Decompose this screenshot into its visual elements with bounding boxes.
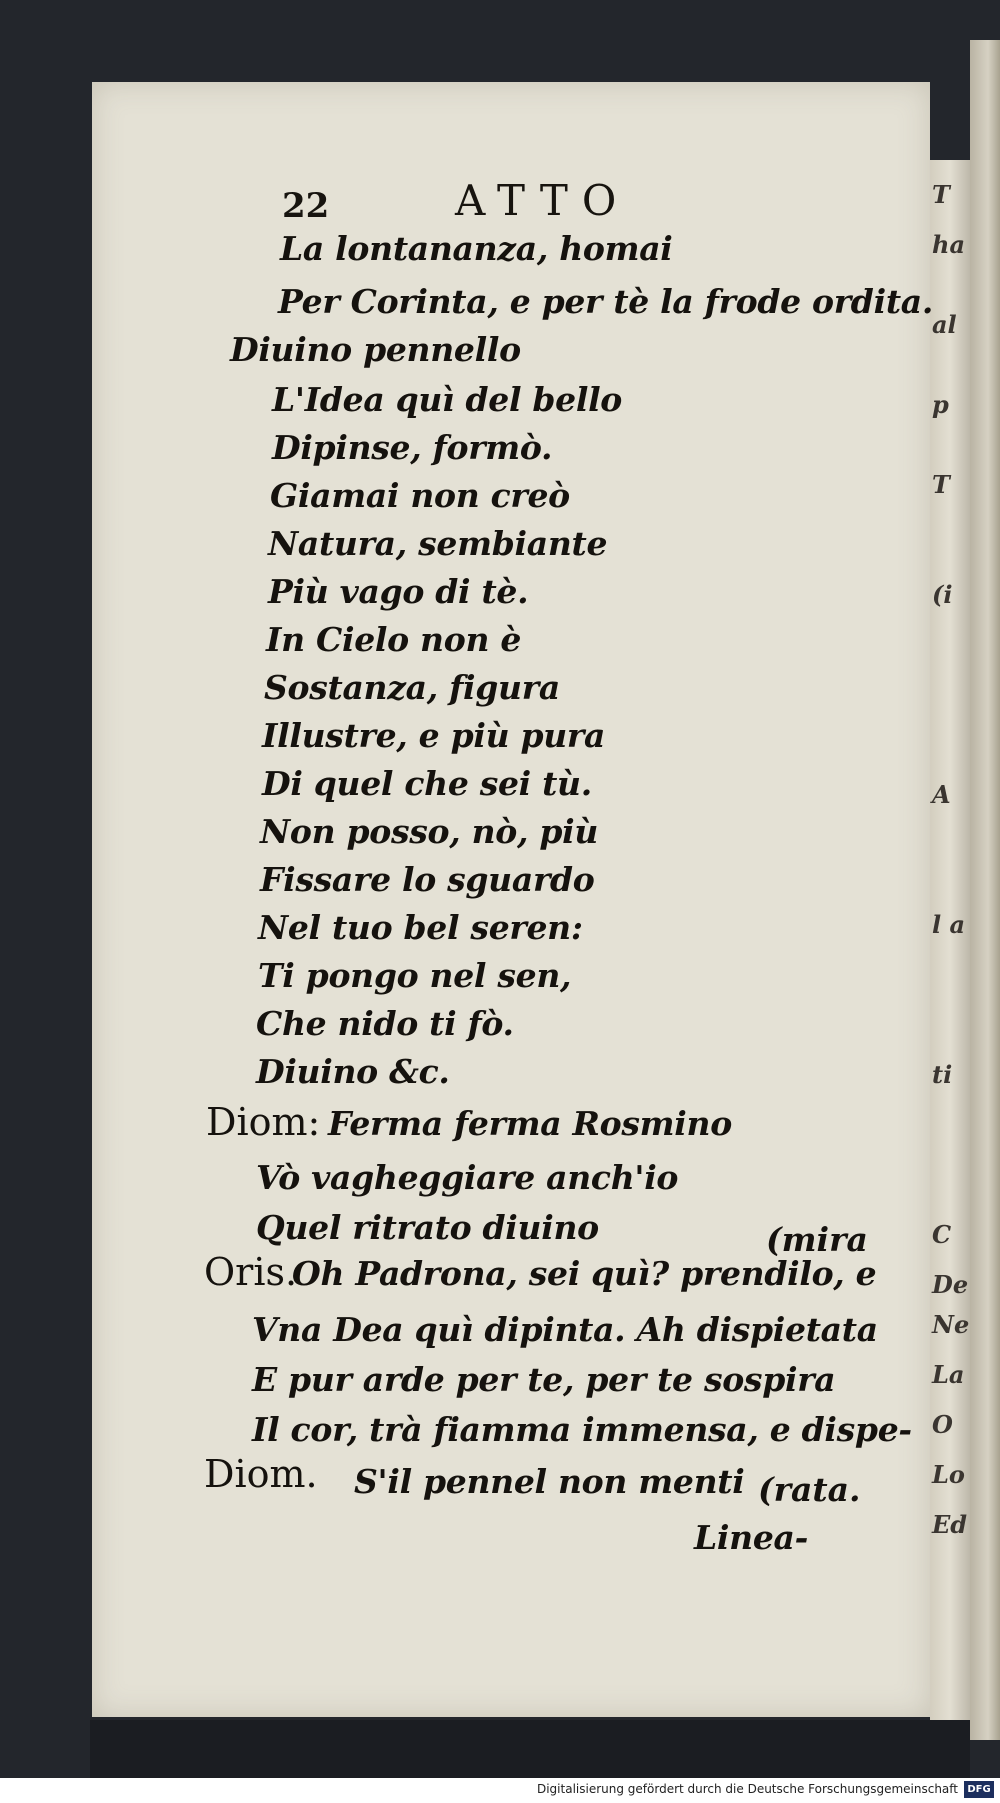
speaker-label: Oris. xyxy=(204,1250,298,1294)
verse-line: L'Idea quì del bello xyxy=(272,380,623,419)
speech-line: S'il pennel non menti xyxy=(354,1462,745,1501)
verse-line: Che nido ti fò. xyxy=(256,1004,514,1043)
running-head: ATTO xyxy=(455,176,631,225)
adjacent-page-edge xyxy=(970,40,1000,1740)
speech-line: Ferma ferma Rosmino xyxy=(328,1104,732,1143)
turnover-text: (rata. xyxy=(758,1470,861,1509)
verse-line: Di quel che sei tù. xyxy=(262,764,592,803)
verse-line: Sostanza, figura xyxy=(264,668,560,707)
speech-line: Vò vagheggiare anch'io xyxy=(256,1158,679,1197)
digitization-footer xyxy=(0,1778,1000,1803)
verse-line: La lontananza, homai xyxy=(280,229,673,268)
verse-line: Illustre, e più pura xyxy=(262,716,606,755)
speaker-label: Diom. xyxy=(204,1452,318,1496)
dfg-logo: DFG xyxy=(964,1781,994,1798)
verse-line: Più vago di tè. xyxy=(268,572,529,611)
turnover-text: (mira xyxy=(766,1220,868,1259)
verse-line: Non posso, nò, più xyxy=(260,812,599,851)
verse-line: Per Corinta, e per tè la frode ordita. xyxy=(278,282,934,321)
verse-line: In Cielo non è xyxy=(266,620,522,659)
facing-page-strip: T ha al p T (i A l a ti C De Ne La O Lo Ed xyxy=(930,160,970,1720)
verse-line: Diuino pennello xyxy=(230,330,521,369)
verse-line: Dipinse, formò. xyxy=(272,428,553,467)
footer-credit: Digitalisierung gefördert durch die Deutsche Forschungsgemeinschaft xyxy=(536,1782,958,1796)
speech-line: Vna Dea quì dipinta. Ah dispietata xyxy=(252,1310,878,1349)
speech-line: Quel ritrato diuino xyxy=(256,1208,599,1247)
page-number: 22 xyxy=(282,186,330,226)
verse-line: Giamai non creò xyxy=(270,476,570,515)
catchword: Linea- xyxy=(694,1518,809,1557)
speech-line: Il cor, trà fiamma immensa, e dispe- xyxy=(252,1410,912,1449)
verse-line: Fissare lo sguardo xyxy=(260,860,595,899)
speaker-label: Diom: xyxy=(206,1100,321,1144)
verse-line: Diuino &c. xyxy=(256,1052,450,1091)
verse-line: Ti pongo nel sen, xyxy=(258,956,572,995)
verse-line: Nel tuo bel seren: xyxy=(258,908,583,947)
speech-line: Oh Padrona, sei quì? prendilo, e xyxy=(292,1254,877,1293)
speech-line: E pur arde per te, per te sospira xyxy=(252,1360,836,1399)
verse-line: Natura, sembiante xyxy=(268,524,608,563)
